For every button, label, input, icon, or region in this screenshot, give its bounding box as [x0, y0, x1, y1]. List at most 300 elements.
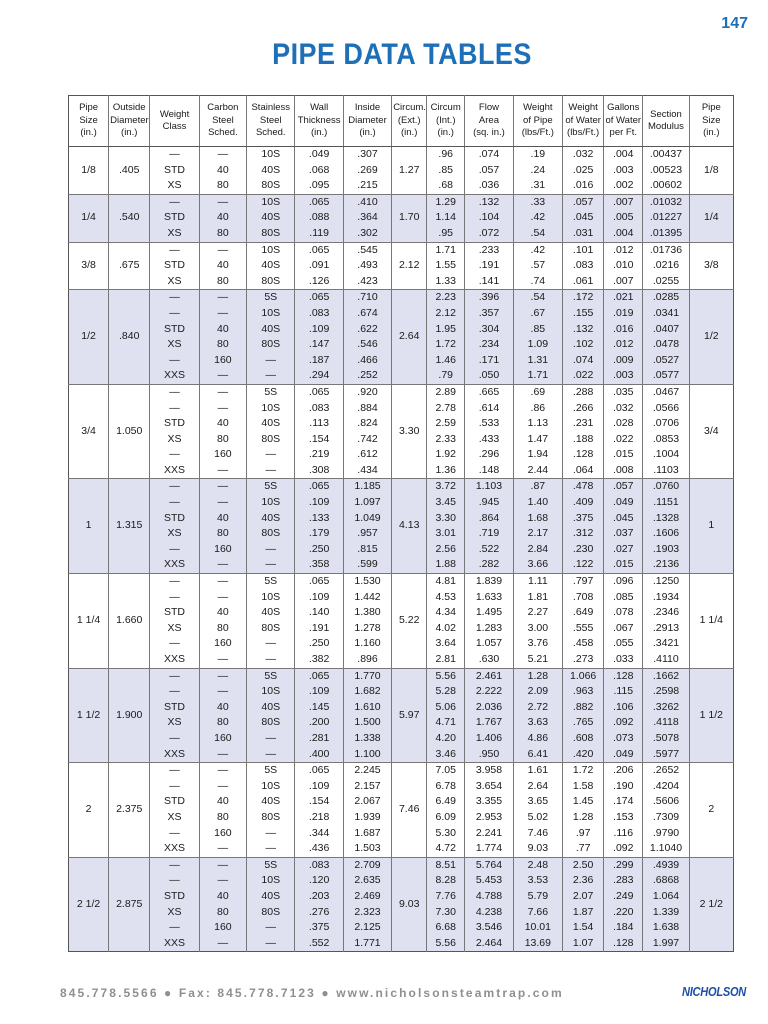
table-cell-value: 3.00 [527, 621, 549, 634]
table-cell-value: .025 [572, 163, 594, 176]
table-cell-value: .068 [308, 163, 330, 176]
carbon-steel-sched-cell [199, 290, 246, 385]
weight-class-cell [150, 668, 199, 763]
table-cell-value: .3262 [652, 700, 680, 713]
circum-int-cell [427, 147, 465, 195]
table-cell-value: 2.50 [572, 858, 594, 871]
table-cell-value: 1.638 [652, 921, 680, 934]
table-cell-value: — [217, 764, 229, 777]
table-cell-value: .01395 [649, 226, 683, 239]
table-cell-value: 1.95 [435, 322, 456, 335]
stainless-steel-sched-cell [247, 384, 295, 479]
table-cell-value: .102 [572, 338, 594, 351]
table-cell-value: .85 [438, 163, 454, 176]
table-cell-value: .035 [613, 385, 634, 398]
table-cell-value: .132 [478, 195, 500, 208]
column-header-line: Sched. [208, 127, 238, 139]
table-cell-value: .065 [308, 291, 330, 304]
table-cell-value: .1606 [652, 527, 680, 540]
table-cell-value: .091 [308, 259, 330, 272]
gallons-of-water-cell [604, 574, 643, 669]
table-cell-value: — [217, 779, 229, 792]
weight-of-pipe-cell [513, 668, 562, 763]
table-cell-value: XS [167, 226, 182, 239]
table-cell-value: 1.31 [527, 353, 549, 366]
table-cell-value: .008 [613, 463, 634, 476]
gallons-of-water-cell [604, 857, 643, 952]
table-cell-value: 5.79 [527, 889, 549, 902]
column-header-line: Thickness [297, 114, 341, 126]
table-cell-value: 40 [217, 322, 229, 335]
table-cell-value: 2.64 [527, 779, 549, 792]
table-cell-value: — [169, 448, 180, 461]
weight-class-cell [150, 290, 199, 385]
section-modulus-cell [643, 147, 689, 195]
table-cell-value: 80S [261, 716, 281, 729]
table-cell-value: .065 [308, 480, 330, 493]
table-cell-value: 1.54 [572, 921, 594, 934]
table-cell-value: .307 [357, 148, 378, 160]
table-cell-value: 1.442 [354, 590, 381, 603]
weight-class-cell [150, 194, 199, 242]
table-cell-value: 4.02 [435, 621, 456, 634]
table-cell-value: XXS [164, 653, 186, 665]
wall-thickness-cell [295, 194, 343, 242]
table-row [69, 857, 734, 952]
table-cell-value: .016 [572, 179, 594, 192]
table-cell-value: .01736 [649, 243, 683, 256]
table-cell-value: .200 [308, 716, 330, 729]
table-cell-value: 1.09 [527, 338, 549, 351]
section-modulus-cell [643, 194, 689, 242]
table-cell-value: .022 [572, 369, 594, 382]
table-cell-value: 6.49 [435, 795, 456, 808]
table-cell-value: 80S [261, 226, 281, 239]
table-cell-value: .1934 [652, 590, 680, 603]
stainless-steel-sched-cell [247, 574, 295, 669]
weight-of-water-cell [563, 668, 604, 763]
table-cell-value: .045 [613, 511, 634, 524]
table-cell-value: 40 [217, 211, 229, 224]
table-cell-value: .68 [438, 179, 454, 192]
table-cell-value: — [217, 858, 229, 871]
table-cell-value: 1.13 [527, 417, 549, 430]
table-cell-value: .033 [613, 653, 634, 665]
table-cell-value: 5.02 [527, 810, 549, 823]
table-cell-value: .304 [478, 322, 500, 335]
table-cell-value: 2.241 [475, 826, 503, 839]
table-cell-value: 1.774 [475, 842, 503, 855]
table-cell-value: 1.097 [354, 496, 381, 509]
circum-int-cell [427, 194, 465, 242]
table-cell-value: 2.44 [527, 463, 549, 476]
table-cell-value: 1.687 [354, 826, 381, 839]
table-cell-value: .54 [530, 226, 546, 239]
table-cell-value: .00523 [649, 163, 683, 176]
column-header-line: Area [478, 114, 499, 126]
table-cell-value: XXS [164, 842, 186, 855]
table-cell-value: .00437 [649, 148, 683, 160]
table-cell-value: 1.07 [572, 936, 594, 949]
table-cell-value: 6.09 [435, 810, 456, 823]
circum-ext-cell: 5.97 [392, 668, 427, 763]
pipe-size-cell: 2 1/2 [689, 857, 733, 952]
carbon-steel-sched-cell [199, 763, 246, 858]
table-cell-value: — [169, 826, 180, 839]
column-header-line: (in.) [401, 127, 418, 139]
table-cell-value: .045 [572, 211, 594, 224]
column-header [392, 96, 427, 147]
circum-int-cell [427, 384, 465, 479]
table-cell-value: — [169, 764, 180, 777]
table-cell-value: .002 [613, 179, 634, 192]
table-cell-value: 10S [261, 496, 281, 509]
table-cell-value: .072 [478, 226, 500, 239]
weight-of-water-cell [563, 290, 604, 385]
table-cell-value: .032 [613, 401, 634, 414]
table-cell-value: — [169, 731, 180, 744]
table-cell-value: — [169, 401, 180, 414]
carbon-steel-sched-cell [199, 147, 246, 195]
table-cell-value: 1.633 [475, 590, 503, 603]
table-cell-value: 3.64 [435, 637, 456, 650]
table-cell-value: .884 [357, 401, 378, 414]
carbon-steel-sched-cell [199, 194, 246, 242]
table-cell-value: 1.064 [652, 889, 680, 902]
table-cell-value: .87 [530, 480, 546, 493]
table-cell-value: 80 [217, 905, 229, 918]
table-cell-value: .708 [572, 590, 594, 603]
table-cell-value: 40S [261, 322, 281, 335]
table-cell-value: .493 [357, 259, 378, 272]
pipe-size-cell: 1 1/4 [69, 574, 109, 669]
table-cell-value: .113 [309, 417, 329, 430]
table-cell-value: .665 [478, 385, 500, 398]
table-cell-value: .064 [572, 463, 594, 476]
table-cell-value: .882 [572, 700, 594, 713]
table-cell-value: 3.46 [435, 747, 456, 760]
table-cell-value: .42 [530, 211, 546, 224]
table-cell-value: — [169, 874, 180, 887]
table-cell-value: 3.72 [435, 480, 456, 493]
gallons-of-water-cell [604, 479, 643, 574]
table-cell-value: .015 [613, 558, 634, 571]
table-cell-value: 1.29 [435, 195, 456, 208]
table-cell-value: — [265, 463, 276, 476]
table-cell-value: 40S [261, 700, 281, 713]
table-cell-value: .364 [357, 211, 378, 224]
table-cell-value: 3.65 [527, 795, 549, 808]
table-cell-value: 3.01 [435, 527, 456, 540]
pipe-size-cell: 3/4 [69, 384, 109, 479]
table-cell-value: XXS [164, 558, 186, 571]
footer-website-link[interactable]: www.nicholsonsteamtrap.com [336, 986, 564, 1000]
table-cell-value: 3.355 [475, 795, 503, 808]
column-header [604, 96, 643, 147]
table-cell-value: 2.469 [354, 889, 381, 902]
table-cell-value: .203 [308, 889, 330, 902]
gallons-of-water-cell [604, 290, 643, 385]
table-cell-value: .057 [478, 163, 500, 176]
table-cell-value: 10S [261, 243, 281, 256]
table-cell-value: .0706 [652, 417, 680, 430]
table-cell-value: 4.788 [475, 889, 503, 902]
table-cell-value: 3.63 [527, 716, 549, 729]
table-cell-value: 2.953 [475, 810, 503, 823]
table-cell-value: .036 [478, 179, 500, 192]
table-cell-value: 2.81 [435, 653, 456, 665]
table-cell-value: — [217, 669, 229, 682]
table-cell-value: 6.78 [435, 779, 456, 792]
outside-diameter-cell: .675 [109, 242, 150, 290]
table-cell-value: 1.495 [475, 606, 503, 619]
table-cell-value: .382 [308, 653, 330, 665]
table-cell-value: 1.503 [354, 842, 381, 855]
table-cell-value: 5.56 [435, 936, 456, 949]
table-cell-value: — [265, 558, 276, 571]
table-cell-value: .608 [572, 731, 594, 744]
section-modulus-cell [643, 857, 689, 952]
table-cell-value: .191 [308, 621, 330, 634]
pipe-size-group [69, 384, 734, 479]
table-cell-value: XXS [164, 747, 186, 760]
flow-area-cell [465, 574, 513, 669]
table-cell-value: 80 [217, 716, 229, 729]
table-row [69, 574, 734, 669]
table-cell-value: 40S [261, 417, 281, 430]
table-cell-value: .01032 [649, 195, 683, 208]
column-header-line: Weight [159, 108, 190, 120]
table-cell-value: 2.07 [572, 889, 594, 902]
table-cell-value: .24 [530, 163, 546, 176]
table-cell-value: .016 [613, 322, 634, 335]
table-cell-value: 80S [261, 432, 281, 445]
table-cell-value: .281 [308, 731, 330, 744]
table-cell-value: .190 [613, 779, 634, 792]
table-cell-value: 8.28 [435, 874, 456, 887]
carbon-steel-sched-cell [199, 574, 246, 669]
table-cell-value: 1.94 [527, 448, 549, 461]
table-cell-value: 3.654 [475, 779, 503, 792]
table-cell-value: — [265, 921, 276, 934]
flow-area-cell [465, 763, 513, 858]
table-cell-value: — [265, 826, 276, 839]
table-cell-value: .344 [308, 826, 330, 839]
table-cell-value: 1.28 [527, 669, 549, 682]
table-cell-value: .4939 [652, 858, 680, 871]
outside-diameter-cell: 1.315 [109, 479, 150, 574]
table-cell-value: .9790 [652, 826, 680, 839]
table-cell-value: 2.09 [527, 685, 549, 698]
pipe-size-cell: 2 1/2 [69, 857, 109, 952]
table-cell-value: .5977 [652, 747, 680, 760]
weight-of-pipe-cell [513, 479, 562, 574]
table-cell-value: 40S [261, 259, 281, 272]
table-cell-value: 2.245 [354, 764, 381, 777]
column-header-line: Outside [112, 102, 146, 114]
section-modulus-cell [643, 479, 689, 574]
table-cell-value: .003 [613, 163, 634, 176]
table-cell-value: — [169, 575, 180, 588]
table-cell-value: .410 [357, 195, 378, 208]
table-cell-value: .2346 [652, 606, 680, 619]
table-cell-value: .630 [478, 653, 500, 665]
table-cell-value: — [265, 353, 276, 366]
pipe-size-cell: 3/4 [689, 384, 733, 479]
table-cell-value: 1.530 [354, 575, 381, 588]
table-cell-value: .54 [530, 291, 546, 304]
table-cell-value: .375 [308, 921, 330, 934]
table-cell-value: 5.06 [435, 700, 456, 713]
table-cell-value: 7.46 [527, 826, 549, 839]
table-cell-value: .5078 [652, 731, 680, 744]
table-cell-value: .19 [530, 148, 546, 160]
table-cell-value: .031 [572, 226, 594, 239]
table-cell-value: STD [164, 606, 186, 619]
table-cell-value: 5.28 [435, 685, 456, 698]
table-cell-value: — [217, 874, 229, 887]
table-row [69, 479, 734, 574]
table-cell-value: .396 [478, 291, 500, 304]
table-cell-value: 1.380 [354, 606, 381, 619]
column-header-line: of Water [565, 114, 601, 126]
inside-diameter-cell [343, 763, 391, 858]
table-cell-value: .065 [308, 669, 330, 682]
table-cell-value: STD [164, 211, 186, 224]
table-cell-value: 1.47 [527, 432, 549, 445]
table-cell-value: .109 [308, 322, 330, 335]
pipe-size-group [69, 147, 734, 195]
table-cell-value: .007 [613, 274, 634, 287]
table-cell-value: .171 [478, 353, 500, 366]
column-header-line: Diameter [348, 114, 387, 126]
inside-diameter-cell [343, 574, 391, 669]
column-header-line: (in.) [437, 127, 454, 139]
table-cell-value: 80 [217, 226, 229, 239]
table-cell-value: .234 [478, 338, 500, 351]
table-cell-value: .0407 [652, 322, 680, 335]
table-cell-value: .128 [613, 669, 634, 682]
table-cell-value: 1.057 [475, 637, 503, 650]
footer-separator-dot: ● [164, 986, 174, 1000]
table-cell-value: .302 [357, 226, 378, 239]
table-cell-value: 80 [217, 274, 229, 287]
table-cell-value: .004 [613, 148, 634, 160]
weight-of-water-cell [563, 574, 604, 669]
section-modulus-cell [643, 763, 689, 858]
table-cell-value: 40 [217, 163, 229, 176]
table-cell-value: — [217, 842, 229, 855]
table-cell-value: 40S [261, 163, 281, 176]
table-cell-value: .283 [613, 874, 634, 887]
table-cell-value: .005 [613, 211, 634, 224]
weight-of-pipe-cell [513, 147, 562, 195]
table-cell-value: .092 [613, 842, 634, 855]
table-cell-value: — [217, 936, 229, 949]
table-cell-value: — [217, 463, 229, 476]
weight-of-pipe-cell [513, 384, 562, 479]
section-modulus-cell [643, 574, 689, 669]
table-cell-value: — [265, 653, 276, 665]
circum-ext-cell: 1.27 [392, 147, 427, 195]
table-cell-value: 1.87 [572, 905, 594, 918]
table-cell-value: 5S [264, 480, 278, 493]
table-cell-value: 4.81 [435, 575, 456, 588]
table-cell-value: .957 [357, 527, 378, 540]
table-cell-value: .252 [357, 369, 378, 382]
table-cell-value: — [217, 575, 229, 588]
table-cell-value: 5S [264, 858, 278, 871]
table-cell-value: — [169, 685, 180, 698]
inside-diameter-cell [343, 857, 391, 952]
column-header [109, 96, 150, 147]
inside-diameter-cell [343, 384, 391, 479]
weight-of-pipe-cell [513, 290, 562, 385]
table-cell-value: .555 [572, 621, 594, 634]
table-cell-value: XS [167, 274, 182, 287]
table-cell-value: .055 [613, 637, 634, 650]
table-cell-value: — [169, 496, 180, 509]
column-header-line: Class [162, 121, 187, 132]
table-cell-value: .0853 [652, 432, 680, 445]
weight-of-water-cell [563, 242, 604, 290]
table-cell-value: — [217, 385, 229, 398]
section-modulus-cell [643, 384, 689, 479]
table-cell-value: .545 [357, 243, 378, 256]
table-cell-value: 7.66 [527, 905, 549, 918]
weight-of-pipe-cell [513, 763, 562, 858]
table-cell-value: 1.283 [475, 621, 503, 634]
pipe-size-cell: 1/4 [689, 194, 733, 242]
table-cell-value: .220 [613, 905, 634, 918]
table-cell-value: — [217, 291, 229, 304]
pipe-size-group [69, 857, 734, 952]
column-header-line: (lbs/Ft.) [521, 127, 554, 139]
table-cell-value: .092 [613, 716, 634, 729]
table-cell-value: .126 [308, 274, 330, 287]
page-title: PIPE DATA TABLES [272, 38, 532, 71]
column-header-line: (Int.) [435, 114, 456, 126]
outside-diameter-cell: .540 [109, 194, 150, 242]
pipe-size-group [69, 242, 734, 290]
table-cell-value: .6868 [652, 874, 680, 887]
column-header [689, 96, 733, 147]
table-cell-value: — [217, 369, 229, 382]
table-cell-value: 1.338 [354, 731, 381, 744]
table-cell-value: .1103 [653, 463, 679, 476]
circum-int-cell [427, 574, 465, 669]
table-cell-value: .2913 [652, 621, 680, 634]
table-cell-value: .797 [572, 575, 594, 588]
wall-thickness-cell [295, 384, 343, 479]
table-cell-value: 2.17 [527, 527, 549, 540]
table-cell-value: .021 [613, 291, 634, 304]
table-cell-value: .250 [308, 637, 330, 650]
table-cell-value: 2.48 [527, 858, 549, 871]
table-cell-value: .012 [613, 338, 634, 351]
table-cell-value: 1.46 [435, 353, 456, 366]
table-cell-value: .0467 [652, 385, 680, 398]
pipe-size-group [69, 763, 734, 858]
table-cell-value: .219 [308, 448, 330, 461]
table-cell-value: 1.066 [569, 669, 597, 682]
table-cell-value: .067 [613, 621, 634, 634]
table-cell-value: 5S [264, 669, 278, 682]
table-cell-value: .1151 [653, 496, 679, 509]
header-row [69, 96, 734, 147]
column-header-line: Weight [523, 102, 553, 114]
table-cell-value: 1.100 [354, 747, 381, 760]
